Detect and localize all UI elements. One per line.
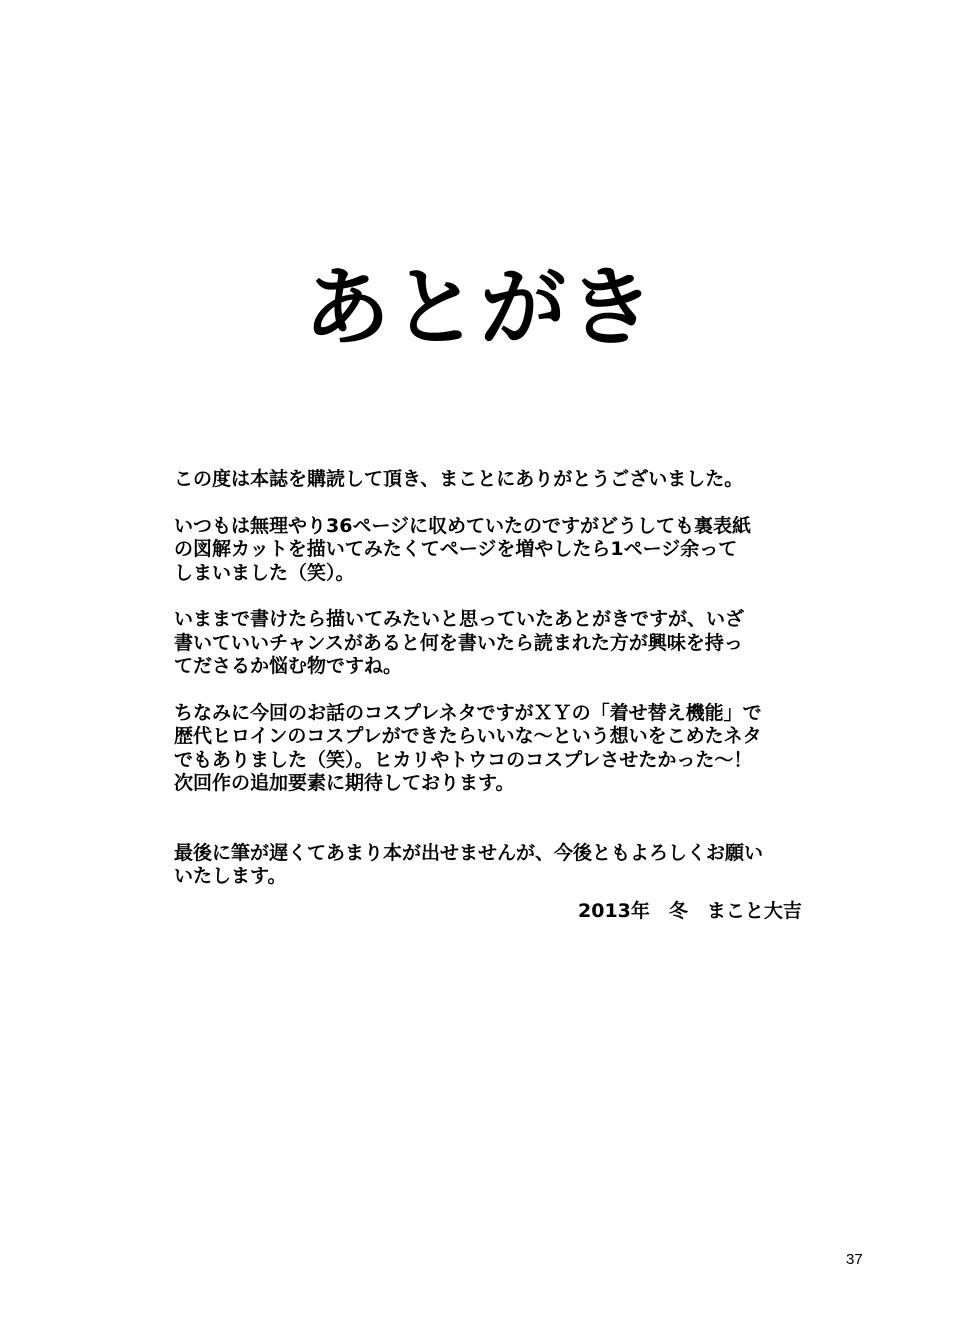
afterword-body bbox=[174, 468, 834, 889]
paragraph-gap bbox=[174, 679, 834, 702]
text-line: しまいました（笑）。 bbox=[174, 561, 355, 584]
paragraph-closing bbox=[174, 842, 834, 889]
text-line: この度は本誌を購読して頂き、まことにありがとうございました。 bbox=[174, 468, 744, 490]
paragraph-gap bbox=[174, 492, 834, 515]
text-line: の図解カットを描いてみたくてページを増やしたら1ページ余って bbox=[174, 538, 738, 560]
paragraph-gap bbox=[174, 585, 834, 608]
text-line: 歴代ヒロインのコスプレができたらいいな〜という想いをこめたネタ bbox=[174, 725, 762, 747]
paragraph-thanks bbox=[174, 468, 834, 492]
text-line: 次回作の追加要素に期待しております。 bbox=[174, 772, 515, 794]
paragraph-cosplay-theme bbox=[174, 702, 834, 796]
text-line: てださるか悩む物ですね。 bbox=[174, 655, 403, 677]
text-line: いままで書けたら描いてみたいと思っていたあとがきですが、いざ bbox=[174, 608, 745, 630]
paragraph-gap bbox=[174, 796, 834, 842]
text-line: ちなみに今回のお話のコスプレネタですがＸＹの「着せ替え機能」で bbox=[174, 701, 762, 724]
text-line: 最後に筆が遅くてあまり本が出せませんが、今後ともよろしくお願い bbox=[174, 841, 764, 864]
paragraph-page-count bbox=[174, 515, 834, 586]
text-line: 書いていいチャンスがあると何を書いたら読まれた方が興味を持っ bbox=[174, 631, 743, 654]
page-title: あとがき bbox=[304, 258, 656, 358]
page-number: 37 bbox=[846, 1251, 863, 1268]
text-line: いたします。 bbox=[174, 865, 287, 887]
text-line: いつもは無理やり36ページに収めていたのですがどうしても裏表紙 bbox=[174, 514, 752, 537]
paragraph-afterword-thoughts bbox=[174, 608, 834, 679]
text-line: でもありました（笑）。ヒカリやトウコのコスプレさせたかった〜！ bbox=[174, 748, 753, 771]
signature: 2013年 冬 まこと大吉 bbox=[578, 900, 802, 922]
